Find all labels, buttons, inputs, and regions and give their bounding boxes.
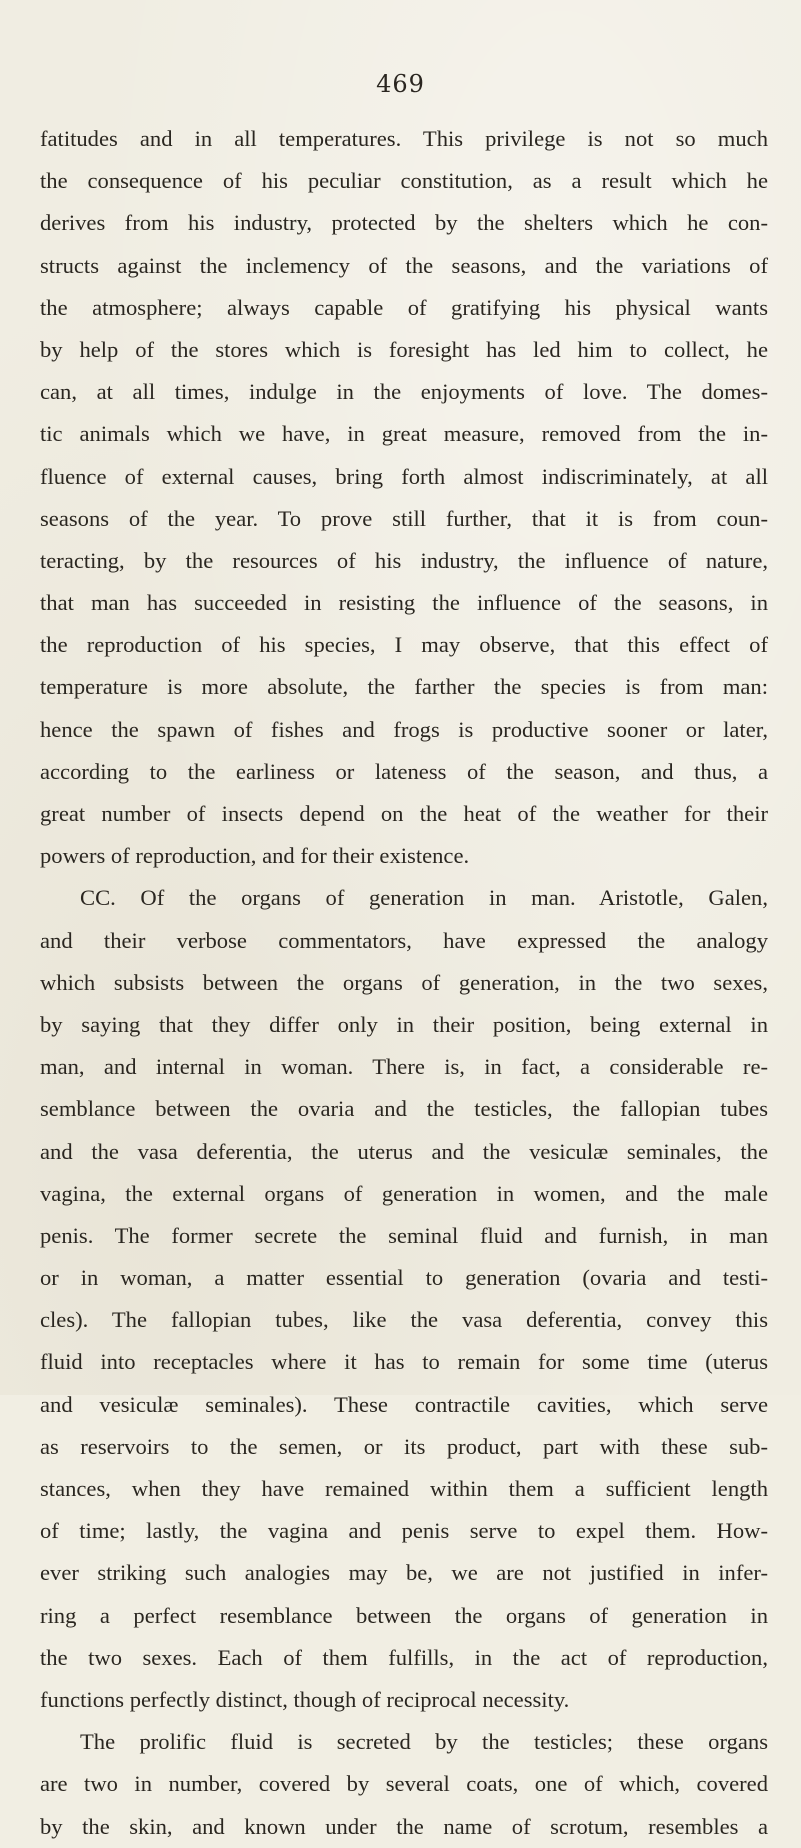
text-line: the atmosphere; always capable of gratifying his physical wants (40, 294, 768, 320)
text-line: fluence of external causes, bring forth almost indiscriminately, at all (40, 463, 768, 489)
text-line: penis. The former secrete the seminal fluid and furnish, in man (40, 1222, 768, 1248)
text-line: cles). The fallopian tubes, like the vasa deferentia, convey this (40, 1307, 768, 1333)
text-line: ever striking such analogies may be, we are not justified in infer- (40, 1560, 768, 1586)
text-line: stances, when they have remained within them a sufficient length (40, 1476, 768, 1501)
text-line: temperature is more absolute, the farther the species is from man: (40, 674, 768, 700)
text-line: can, at all times, indulge in the enjoyments of love. The domes- (40, 379, 768, 405)
text-line: derives from his industry, protected by the shelters which he con- (40, 210, 768, 236)
text-line: vagina, the external organs of generation in women, and the male (40, 1180, 768, 1206)
text-line: by saying that they differ only in their position, being external in (40, 1011, 768, 1037)
body-text (40, 118, 768, 1848)
text-line: and their verbose commentators, have expressed the analogy (40, 927, 768, 953)
text-line: and vesiculæ seminales). These contractile cavities, which serve (40, 1391, 768, 1417)
text-line: teracting, by the resources of his industry, the influence of nature, (40, 547, 768, 573)
text-line: as reservoirs to the semen, or its product, part with these sub- (40, 1433, 768, 1459)
text-line: are two in number, covered by several coats, one of which, covered (40, 1771, 768, 1797)
text-line: fatitudes and in all temperatures. This privilege is not so much (40, 126, 768, 151)
text-line: the reproduction of his species, I may observe, that this effect of (40, 632, 768, 658)
text-line: The prolific fluid is secreted by the testicles; these organs (80, 1729, 768, 1755)
text-line: according to the earliness or lateness of the season, and thus, a (40, 758, 768, 784)
text-line: of time; lastly, the vagina and penis serve to expel them. How- (40, 1518, 768, 1544)
text-line: hence the spawn of fishes and frogs is productive sooner or later, (40, 716, 768, 742)
text-line: great number of insects depend on the heat of the weather for their (40, 801, 768, 826)
section-heading-line: CC. Of the organs of generation in man. Aristotle, Galen, (80, 885, 768, 911)
page-number: 469 (376, 70, 425, 98)
text-line: or in woman, a matter essential to generation (ovaria and testi- (40, 1265, 768, 1291)
text-line: by the skin, and known under the name of scrotum, resembles a (40, 1813, 768, 1839)
text-line: which subsists between the organs of generation, in the two sexes, (40, 969, 768, 995)
text-line: fluid into receptacles where it has to remain for some time (uterus (40, 1349, 768, 1375)
text-line: ring a perfect resemblance between the organs of generation in (40, 1602, 768, 1628)
text-line: seasons of the year. To prove still further, that it is from coun- (40, 505, 768, 531)
text-line: tic animals which we have, in great measure, removed from the in- (40, 421, 768, 447)
text-line: functions perfectly distinct, though of reciprocal necessity. (40, 1686, 570, 1712)
text-line: man, and internal in woman. There is, in fact, a considerable re- (40, 1054, 768, 1080)
text-line: the two sexes. Each of them fulfills, in the act of reproduction, (40, 1644, 768, 1670)
text-line: the consequence of his peculiar constitution, as a result which he (40, 168, 768, 194)
text-line: and the vasa deferentia, the uterus and the vesiculæ seminales, the (40, 1138, 768, 1164)
text-line: structs against the inclemency of the seasons, and the variations of (40, 252, 768, 278)
text-line: semblance between the ovaria and the testicles, the fallopian tubes (40, 1096, 768, 1122)
text-line: that man has succeeded in resisting the influence of the seasons, in (40, 590, 768, 616)
text-line: by help of the stores which is foresight has led him to collect, he (40, 336, 768, 362)
text-line: powers of reproduction, and for their existence. (40, 843, 470, 869)
